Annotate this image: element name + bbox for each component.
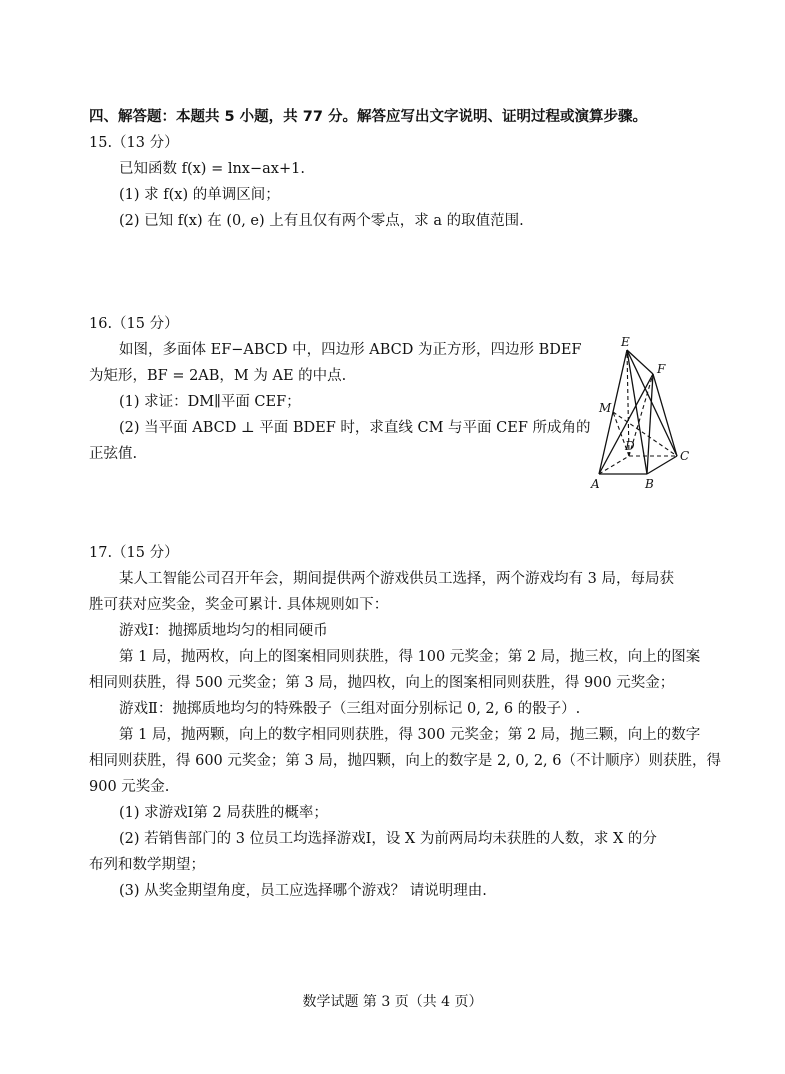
label-E: E	[621, 335, 630, 349]
q16-number: 16.（15 分）	[89, 316, 179, 332]
q17-line2: 胜可获对应奖金，奖金可累计. 具体规则如下：	[89, 597, 389, 613]
q15-part1: (1) 求 f(x) 的单调区间；	[119, 187, 280, 203]
q16-part2-line1: (2) 当平面 ABCD ⊥ 平面 BDEF 时，求直线 CM 与平面 CEF 所成角的	[119, 420, 591, 436]
q17-line5: 相同则获胜，得 500 元奖金；第 3 局，抛四枚，向上的图案相同则获胜，得 900 元奖金；	[89, 675, 675, 691]
q17-part1: (1) 求游戏Ⅰ第 2 局获胜的概率；	[119, 805, 328, 821]
label-A: A	[591, 477, 600, 491]
q17-part2-line1: (2) 若销售部门的 3 位员工均选择游戏Ⅰ，设 X 为前两局均未获胜的人数，求 X 的分	[119, 831, 657, 847]
q17-line4: 第 1 局，抛两枚，向上的图案相同则获胜，得 100 元奖金；第 2 局，抛三枚，向上的图案	[119, 649, 701, 665]
q17-line7: 第 1 局，抛两颗，向上的数字相同则获胜，得 300 元奖金；第 2 局，抛三颗，向上的数字	[119, 727, 701, 743]
q17-part2-line2: 布列和数学期望；	[89, 857, 205, 873]
q17-line9: 900 元奖金.	[89, 779, 170, 795]
q17-line1: 某人工智能公司召开年会，期间提供两个游戏供员工选择，两个游戏均有 3 局，每局获	[119, 571, 674, 587]
q15-number: 15.（13 分）	[89, 135, 179, 151]
label-C: C	[680, 449, 690, 463]
q17-line3: 游戏Ⅰ：抛掷质地均匀的相同硬币	[119, 623, 328, 639]
q17-line6: 游戏Ⅱ：抛掷质地均匀的特殊骰子（三组对面分别标记 0, 2, 6 的骰子）.	[119, 701, 581, 717]
q16-part1: (1) 求证：DM∥平面 CEF；	[119, 394, 301, 410]
page-footer: 数学试题 第 3 页（共 4 页）	[302, 994, 483, 1010]
q15-stem: 已知函数 f(x) = lnx−ax+1.	[119, 161, 305, 177]
edge-BF	[647, 374, 653, 474]
q16-stem-line2: 为矩形，BF = 2AB，M 为 AE 的中点.	[89, 368, 347, 384]
edge-BC	[647, 456, 677, 474]
label-M: M	[599, 401, 612, 415]
edge-EB	[627, 350, 647, 474]
label-B: B	[645, 477, 654, 491]
q15-part2: (2) 已知 f(x) 在 (0, e) 上有且仅有两个零点，求 a 的取值范围.	[119, 213, 524, 229]
q17-line8: 相同则获胜，得 600 元奖金；第 3 局，抛四颗，向上的数字是 2, 0, 2, 6（不计顺序）则获胜，得	[89, 753, 721, 769]
q16-stem-line1: 如图，多面体 EF−ABCD 中，四边形 ABCD 为正方形，四边形 BDEF	[119, 342, 582, 358]
q17-number: 17.（15 分）	[89, 545, 179, 561]
label-D: D	[625, 439, 635, 453]
section-heading: 四、解答题：本题共 5 小题，共 77 分。解答应写出文字说明、证明过程或演算步骤。	[89, 109, 647, 125]
q16-part2-line2: 正弦值.	[89, 446, 138, 462]
edge-FC	[653, 374, 677, 456]
label-F: F	[657, 362, 666, 376]
q17-part3: (3) 从奖金期望角度，员工应选择哪个游戏？ 请说明理由.	[119, 883, 487, 899]
polyhedron-figure	[585, 336, 705, 492]
edge-MC	[613, 412, 677, 456]
